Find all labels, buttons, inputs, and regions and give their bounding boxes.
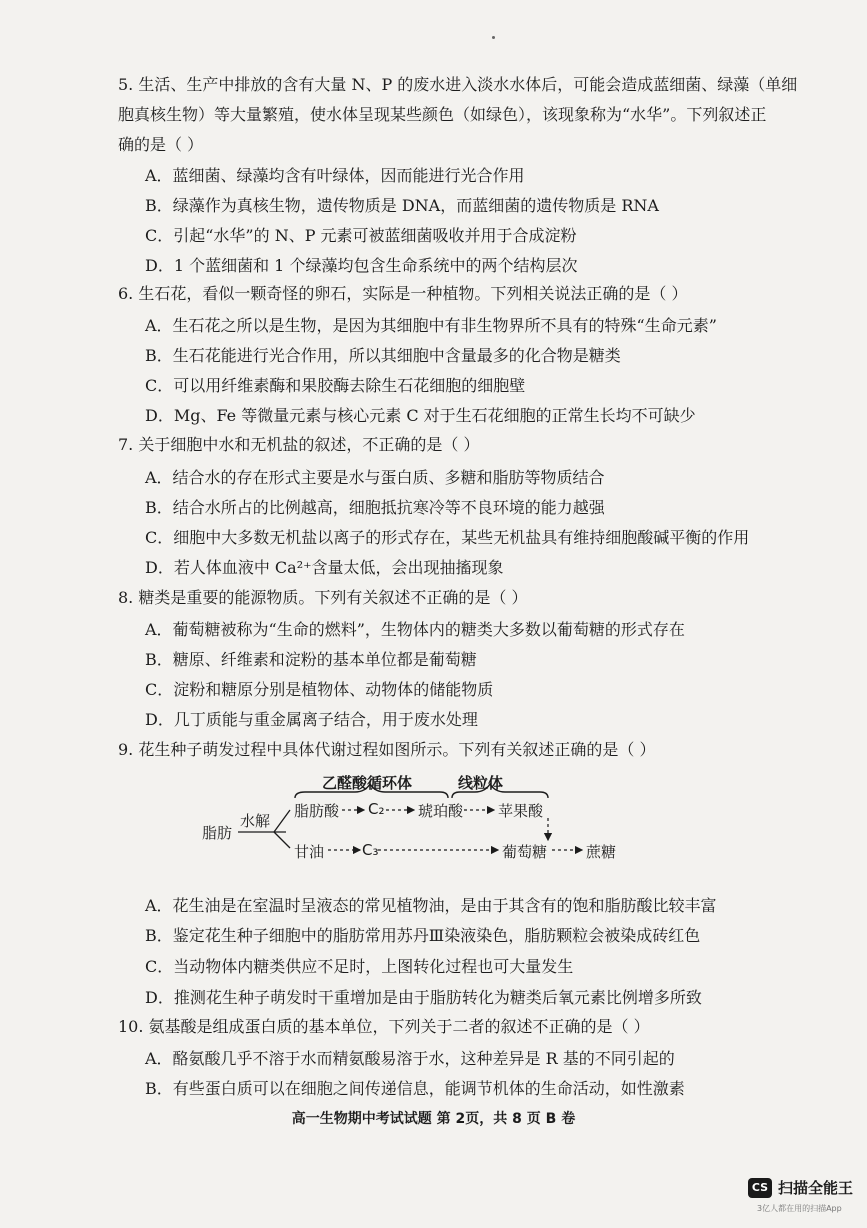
question-6 (118, 279, 818, 309)
question-8 (118, 583, 818, 613)
question-10-option-a: A．酪氨酸几乎不溶于水而精氨酸易溶于水，这种差异是 R 基的不同引起的 (145, 1049, 675, 1068)
scan-speck (492, 36, 495, 39)
question-5-line-3: 确的是（ ） (118, 135, 204, 154)
label-c2: C₂ (368, 800, 385, 818)
question-9-option-a: A．花生油是在室温时呈液态的常见植物油，是由于其含有的饱和脂肪酸比较丰富 (145, 896, 717, 915)
question-7-option-c: C．细胞中大多数无机盐以离子的形式存在，某些无机盐具有维持细胞酸碱平衡的作用 (145, 528, 750, 547)
question-9-option-c: C．当动物体内糖类供应不足时，上图转化过程也可大量发生 (145, 957, 574, 976)
label-c3: C₃ (362, 841, 379, 859)
page-footer: 高一生物期中考试试题 第 2页，共 8 页 B 卷 (291, 1111, 576, 1127)
scanner-tagline: 3亿人都在用的扫描App (757, 1204, 842, 1213)
question-5 (118, 70, 818, 160)
label-fatty-acid: 脂肪酸 (294, 802, 340, 820)
question-5-option-b: B．绿藻作为真核生物，遗传物质是 DNA，而蓝细菌的遗传物质是 RNA (145, 196, 659, 215)
question-10 (118, 1012, 818, 1042)
scanner-brand: 扫描全能王 (778, 1179, 854, 1197)
question-5-option-a: A．蓝细菌、绿藻均含有叶绿体，因而能进行光合作用 (145, 166, 525, 185)
question-10-line-1: 10. 氨基酸是组成蛋白质的基本单位，下列关于二者的叙述不正确的是（ ） (118, 1017, 650, 1036)
question-6-option-c: C．可以用纤维素酶和果胶酶去除生石花细胞的细胞壁 (145, 376, 526, 395)
question-7-line-1: 7. 关于细胞中水和无机盐的叙述，不正确的是（ ） (118, 435, 480, 454)
cs-logo-icon: CS (748, 1178, 772, 1198)
question-8-option-a: A．葡萄糖被称为“生命的燃料”，生物体内的糖类大多数以葡萄糖的形式存在 (145, 620, 685, 639)
question-6-option-a: A．生石花之所以是生物，是因为其细胞中有非生物界所不具有的特殊“生命元素” (145, 316, 717, 335)
question-7-option-a: A．结合水的存在形式主要是水与蛋白质、多糖和脂肪等物质结合 (145, 468, 605, 487)
question-9-option-d: D．推测花生种子萌发时干重增加是由于脂肪转化为糖类后氧元素比例增多所致 (145, 988, 702, 1007)
label-mitochondria: 线粒体 (458, 774, 504, 792)
question-10-option-b: B．有些蛋白质可以在细胞之间传递信息，能调节机体的生命活动，如性激素 (145, 1079, 685, 1098)
label-glucose: 葡萄糖 (502, 843, 548, 861)
question-7-option-b: B．结合水所占的比例越高，细胞抵抗寒冷等不良环境的能力越强 (145, 498, 605, 517)
label-fat: 脂肪 (202, 824, 233, 842)
question-7 (118, 430, 818, 460)
question-5-line-1: 5. 生活、生产中排放的含有大量 N、P 的废水进入淡水水体后，可能会造成蓝细菌、绿藻（单细 (118, 75, 798, 94)
question-8-option-d: D．几丁质能与重金属离子结合，用于废水处理 (145, 710, 478, 729)
question-9 (118, 735, 818, 765)
question-6-line-1: 6. 生石花，看似一颗奇怪的卵石，实际是一种植物。下列相关说法正确的是（ ） (118, 284, 688, 303)
scanner-logo (748, 1177, 853, 1198)
question-5-line-2: 胞真核生物）等大量繁殖，使水体呈现某些颜色（如绿色），该现象称为“水华”。下列叙述正 (118, 105, 767, 124)
question-5-option-c: C．引起“水华”的 N、P 元素可被蓝细菌吸收并用于合成淀粉 (145, 226, 577, 245)
fork-up (274, 810, 290, 832)
question-6-option-d: D．Mg、Fe 等微量元素与核心元素 C 对于生石花细胞的正常生长均不可缺少 (145, 406, 696, 425)
question-8-line-1: 8. 糖类是重要的能源物质。下列有关叙述不正确的是（ ） (118, 588, 528, 607)
question-7-option-d: D．若人体血液中 Ca²⁺含量太低，会出现抽搐现象 (145, 558, 504, 577)
label-sucrose: 蔗糖 (586, 843, 617, 861)
label-glyoxysome: 乙醛酸循环体 (322, 774, 413, 792)
label-glycerol: 甘油 (294, 843, 325, 861)
label-malate: 苹果酸 (498, 802, 544, 820)
question-8-option-c: C．淀粉和糖原分别是植物体、动物体的储能物质 (145, 680, 494, 699)
question-9-option-b: B．鉴定花生种子细胞中的脂肪常用苏丹Ⅲ染液染色，脂肪颗粒会被染成砖红色 (145, 926, 701, 945)
question-5-option-d: D．1 个蓝细菌和 1 个绿藻均包含生命系统中的两个结构层次 (145, 256, 578, 275)
question-8-option-b: B．糖原、纤维素和淀粉的基本单位都是葡萄糖 (145, 650, 477, 669)
label-succinate: 琥珀酸 (418, 802, 464, 820)
label-hydrolysis: 水解 (240, 812, 271, 830)
question-9-line-1: 9. 花生种子萌发过程中具体代谢过程如图所示。下列有关叙述正确的是（ ） (118, 740, 656, 759)
fork-down (274, 832, 290, 848)
metabolism-diagram (190, 770, 650, 870)
question-6-option-b: B．生石花能进行光合作用，所以其细胞中含量最多的化合物是糖类 (145, 346, 621, 365)
